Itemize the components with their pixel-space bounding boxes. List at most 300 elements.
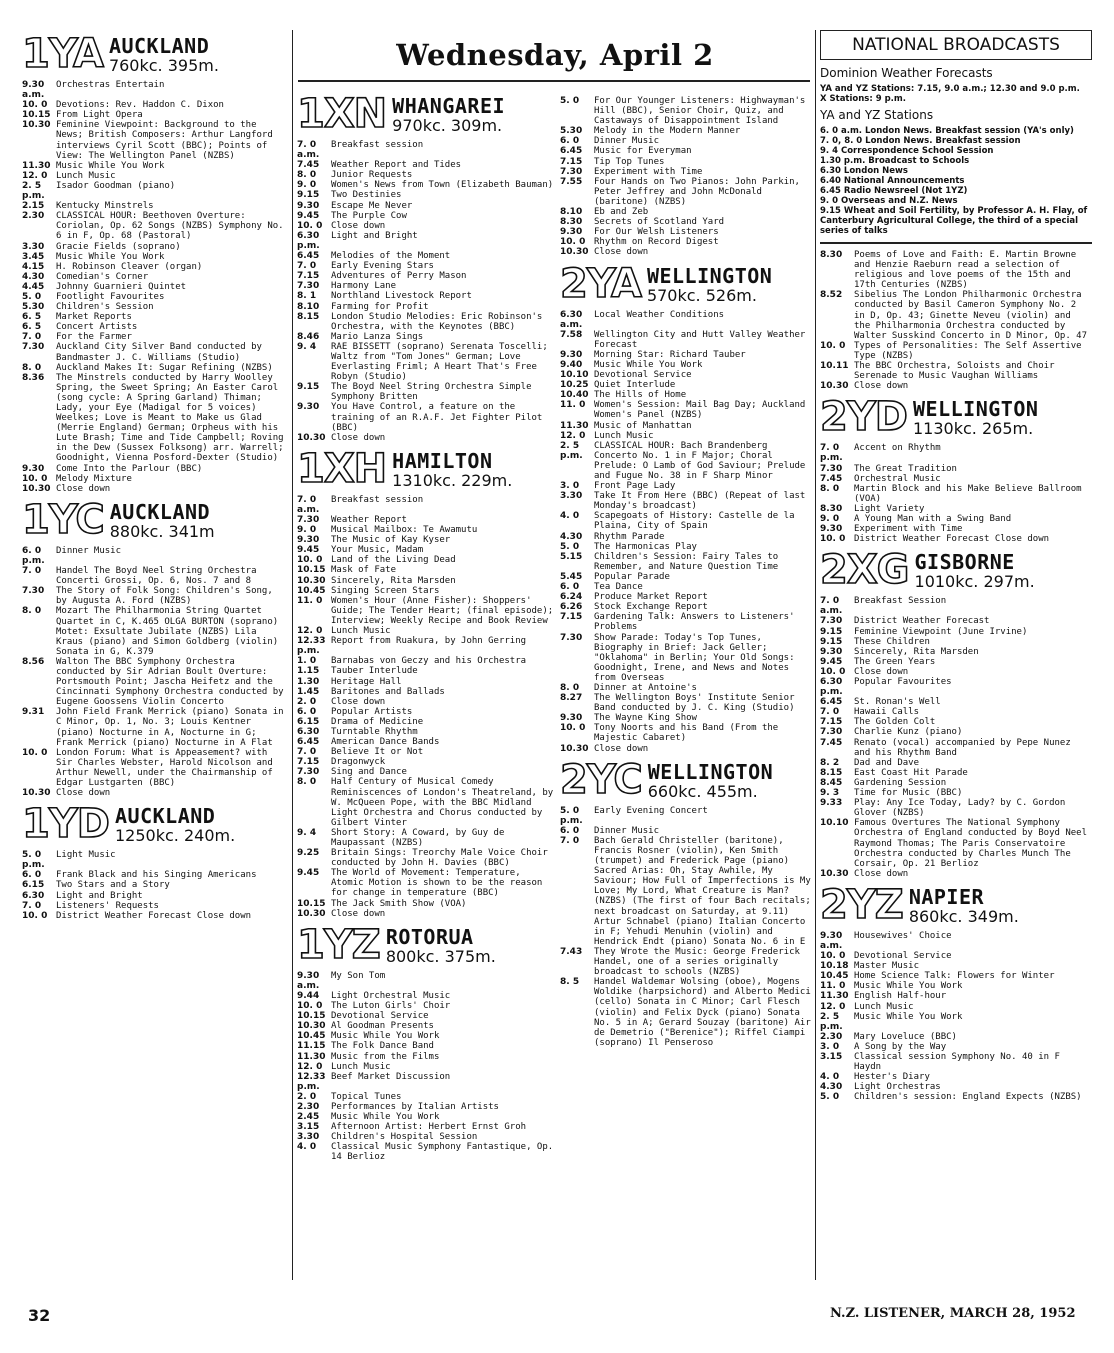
program-item <box>297 868 555 898</box>
program-title: Close down <box>331 432 386 443</box>
program-time: 2.15 <box>22 201 45 212</box>
program-time: 10.25 <box>560 380 589 391</box>
program-item <box>297 596 555 626</box>
program-title: Dinner at Antoine's <box>594 682 697 693</box>
program-item <box>297 160 555 170</box>
program-item <box>22 474 288 484</box>
program-title: St. Ronan's Well <box>854 697 941 708</box>
program-title: Home Science Talk: Flowers for Winter <box>854 971 1055 982</box>
program-item <box>560 247 812 257</box>
program-item <box>297 565 555 575</box>
program-time: 7.30 <box>560 166 583 177</box>
station-meta <box>109 36 219 74</box>
program-item <box>820 250 1092 290</box>
program-title: Music of Manhattan <box>594 420 692 431</box>
program-item <box>297 1072 555 1092</box>
program-item <box>22 292 288 302</box>
program-list <box>560 96 812 258</box>
program-title: District Weather Forecast Close down <box>854 534 1050 545</box>
program-item <box>820 464 1092 474</box>
program-item <box>22 100 288 110</box>
program-item <box>560 310 812 330</box>
program-item <box>820 869 1092 879</box>
station-header <box>22 31 288 77</box>
program-time: 7.30 <box>297 515 320 525</box>
program-item <box>297 717 555 727</box>
station-city: GISBORNE <box>914 550 1015 575</box>
program-title: London Forum: What is Appeasement? with Sir Charles Webster, Harold Nicolson and Arthur Newell, under the Chairmanship of Edgar Lustgarten (BBC) <box>56 747 273 788</box>
program-title: Singing Screen Stars <box>331 585 440 596</box>
program-time: 11. 0 <box>560 400 586 411</box>
program-time: 7.30 <box>297 281 320 292</box>
program-time: 8.10 <box>297 301 320 312</box>
program-time: 9.30 <box>560 349 583 360</box>
station-logo: 1YZ <box>297 921 380 968</box>
program-title: Front Page Lady <box>594 481 676 492</box>
program-item <box>820 657 1092 667</box>
program-time: 10.15 <box>22 110 51 121</box>
program-item <box>560 431 812 441</box>
program-item <box>297 261 555 271</box>
station-frequency: 880kc. 341m <box>109 521 215 541</box>
program-item <box>560 157 812 167</box>
station-2yz <box>820 881 1092 1103</box>
program-time: 5. 0 p.m. <box>22 850 45 871</box>
program-item <box>22 464 288 474</box>
program-title: Northland Livestock Report <box>331 291 472 302</box>
program-item <box>22 181 288 201</box>
program-time: 8. 0 <box>820 483 840 494</box>
program-title: Adventures of Perry Mason <box>331 271 467 282</box>
program-item <box>820 341 1092 361</box>
program-item <box>22 911 288 921</box>
program-time: 9.45 <box>297 545 320 556</box>
forecast-heading: Dominion Weather Forecasts <box>820 66 993 80</box>
program-title: You Have Control, a feature on the training of an R.A.F. Jet Fighter Pilot (BBC) <box>331 402 543 433</box>
station-meta <box>908 884 1019 926</box>
program-time: 9.33 <box>820 798 843 809</box>
national-line: 9. 4 Correspondence School Session <box>820 146 994 156</box>
program-time: 9.44 <box>297 990 320 1001</box>
program-time: 11.30 <box>297 1051 326 1062</box>
program-item <box>560 612 812 632</box>
station-2yc <box>560 756 812 1048</box>
program-item <box>820 504 1092 514</box>
program-item <box>560 491 812 511</box>
program-title: Children's Hospital Session <box>331 1132 478 1143</box>
station-1yz <box>297 921 555 1163</box>
program-title: Early Evening Concert <box>594 805 708 816</box>
program-item <box>560 237 812 247</box>
program-item <box>820 738 1092 758</box>
national-title: NATIONAL BROADCASTS <box>820 30 1092 60</box>
program-item <box>560 977 812 1048</box>
program-title: Light Music <box>56 850 116 861</box>
program-item <box>297 666 555 676</box>
program-item <box>820 727 1092 737</box>
column-3 <box>560 96 812 1048</box>
program-title: Breakfast Session <box>854 596 947 607</box>
program-time: 5. 0 p.m. <box>560 805 583 826</box>
program-list <box>297 971 555 1163</box>
program-item <box>560 441 812 481</box>
program-title: The Music of Kay Kyser <box>331 535 451 546</box>
program-time: 12. 0 <box>297 626 323 637</box>
program-time: 10.30 <box>297 1021 326 1032</box>
program-title: District Weather Forecast Close down <box>56 910 252 921</box>
program-title: Quiet Interlude <box>594 380 676 391</box>
program-item <box>560 532 812 542</box>
program-time: 9. 4 <box>297 341 317 352</box>
program-item <box>560 400 812 420</box>
program-time: 1.30 <box>297 676 320 687</box>
program-title: Turntable Rhythm <box>331 726 418 737</box>
program-time: 4. 0 <box>560 511 580 522</box>
program-item <box>560 380 812 390</box>
program-time: 5. 0 <box>22 291 42 302</box>
program-time: 8.15 <box>297 311 320 322</box>
program-item <box>22 120 288 160</box>
program-title: Morning Star: Richard Tauber <box>594 349 746 360</box>
program-item <box>820 758 1092 768</box>
program-item <box>560 713 812 723</box>
program-item <box>560 370 812 380</box>
program-title: The Purple Cow <box>331 210 407 221</box>
program-item <box>560 421 812 431</box>
program-item <box>297 211 555 221</box>
program-item <box>297 707 555 717</box>
program-time: 9. 4 <box>297 827 317 838</box>
program-time: 5.45 <box>560 571 583 582</box>
program-title: The Harmonicas Play <box>594 541 697 552</box>
station-frequency: 1130kc. 265m. <box>913 419 1034 439</box>
program-title: Escape Me Never <box>331 200 413 211</box>
program-time: 9.45 <box>820 656 843 667</box>
program-time: 6.30 a.m. <box>560 309 583 330</box>
program-title: Music for Everyman <box>594 146 692 157</box>
program-time: 5.30 <box>560 126 583 137</box>
program-item <box>297 1011 555 1021</box>
program-title: These Children <box>854 636 930 647</box>
program-time: 11. 0 <box>297 595 323 606</box>
program-item <box>560 511 812 531</box>
program-title: Auckland City Silver Band conducted by Bandmaster J. C. Williams (Studio) <box>56 342 262 363</box>
program-time: 4.30 <box>560 531 583 542</box>
program-item <box>820 1012 1092 1032</box>
program-time: 10. 0 <box>297 1001 323 1012</box>
program-item <box>820 1082 1092 1092</box>
program-time: 2. 5 p.m. <box>820 1011 843 1032</box>
program-list <box>820 931 1092 1103</box>
station-2yd <box>820 394 1092 545</box>
program-time: 9.30 a.m. <box>820 930 843 951</box>
program-time: 10. 0 <box>820 340 846 351</box>
program-time: 9.30 <box>22 463 45 474</box>
program-item <box>297 382 555 402</box>
program-item <box>297 828 555 848</box>
program-item <box>560 836 812 947</box>
program-title: Music from the Films <box>331 1051 440 1062</box>
program-title: Tony Noorts and his Band (From the Majestic Cabaret) <box>594 723 779 744</box>
program-item <box>820 596 1092 616</box>
program-item <box>820 707 1092 717</box>
program-time: 7.58 <box>560 329 583 340</box>
column-2 <box>297 88 555 1163</box>
program-item <box>297 302 555 312</box>
program-title: Kentucky Minstrels <box>56 201 154 212</box>
program-title: Dinner Music <box>56 545 122 556</box>
program-item <box>560 136 812 146</box>
program-title: Isador Goodman (piano) <box>56 180 176 191</box>
program-title: Devotional Service <box>331 1011 429 1022</box>
program-title: H. Robinson Cleaver (organ) <box>56 261 203 272</box>
station-meta <box>915 552 1035 590</box>
station-2xg <box>820 547 1092 879</box>
program-time: 10.30 <box>560 247 589 258</box>
program-time: 9.30 <box>560 713 583 724</box>
publication-footer: N.Z. LISTENER, MARCH 28, 1952 <box>830 1306 1076 1321</box>
station-1yz-continued <box>560 96 812 258</box>
program-time: 10. 0 <box>22 910 48 921</box>
station-city: NAPIER <box>908 884 985 909</box>
program-item <box>22 484 288 494</box>
program-time: 10.10 <box>560 370 589 381</box>
program-time: 4.15 <box>22 261 45 272</box>
program-time: 10. 0 <box>820 951 846 962</box>
program-time: 8.45 <box>820 777 843 788</box>
station-header <box>820 394 1092 441</box>
program-item <box>297 767 555 777</box>
station-logo: 1XH <box>297 445 387 492</box>
program-title: Sincerely, Rita Marsden <box>331 575 456 586</box>
program-title: Short Story: A Coward, by Guy de Maupassant (NZBS) <box>331 827 505 848</box>
program-time: 7.45 <box>820 737 843 748</box>
program-title: They Wrote the Music: George Frederick Handel, one of a series originally broadcast to schools (NZBS) <box>594 946 800 978</box>
program-title: Performances by Italian Artists <box>331 1101 499 1112</box>
program-time: 6. 0 <box>560 136 580 147</box>
program-item <box>297 697 555 707</box>
station-1yc <box>22 496 288 799</box>
program-time: 7.15 <box>560 156 583 167</box>
program-title: Housewives' Choice <box>854 930 952 941</box>
program-time: 9.30 <box>297 402 320 413</box>
station-city: WELLINGTON <box>647 759 774 784</box>
program-time: 8. 0 <box>297 170 317 181</box>
program-time: 12. 0 <box>560 430 586 441</box>
program-time: 1.15 <box>297 666 320 677</box>
program-item <box>22 252 288 262</box>
station-header <box>22 496 288 543</box>
program-time: 8. 0 <box>560 682 580 693</box>
program-title: Heritage Hall <box>331 676 402 687</box>
program-item <box>297 140 555 160</box>
program-item <box>297 555 555 565</box>
program-time: 10. 0 <box>560 723 586 734</box>
program-item <box>297 747 555 757</box>
program-time: 9.30 <box>560 227 583 238</box>
program-time: 8. 0 <box>297 777 317 788</box>
program-item <box>22 566 288 586</box>
program-time: 7. 0 p.m. <box>820 443 843 464</box>
program-item <box>297 576 555 586</box>
station-logo: 2YC <box>560 756 642 803</box>
program-time: 8.15 <box>820 767 843 778</box>
program-title: Orchestral Music <box>854 473 941 484</box>
program-item <box>820 616 1092 626</box>
station-city: HAMILTON <box>392 448 493 473</box>
program-title: Produce Market Report <box>594 592 708 603</box>
program-item <box>560 826 812 836</box>
program-title: CLASSICAL HOUR: Bach Brandenberg Concerto No. 1 in F Major; Choral Prelude: O Lamb of God Saviour; Prelude and Fugue No. 38 in F Sharp Minor <box>594 440 806 481</box>
program-title: Lunch Music <box>331 626 391 637</box>
program-list <box>22 80 288 494</box>
program-title: Barnabas von Geczy and his Orchestra <box>331 656 527 667</box>
program-title: Britain Sings: Treorchy Male Voice Choir conducted by John H. Davies (BBC) <box>331 848 548 869</box>
program-title: For the Farmer <box>56 332 132 343</box>
program-title: Report from Ruakura, by John Gerring <box>331 636 527 647</box>
program-title: The Luton Girls' Choir <box>331 1001 451 1012</box>
program-time: 3.45 <box>22 251 45 262</box>
program-title: Light Variety <box>854 503 925 514</box>
station-meta <box>392 96 505 134</box>
program-title: Farming for Profit <box>331 301 429 312</box>
program-time: 8.52 <box>820 290 843 301</box>
program-time: 8.46 <box>297 331 320 342</box>
program-time: 4.45 <box>22 281 45 292</box>
page-title: Wednesday, April 2 <box>396 38 714 72</box>
program-title: Lunch Music <box>56 170 116 181</box>
program-title: Melody Mixture <box>56 473 132 484</box>
program-time: 10.30 <box>820 381 849 392</box>
program-title: Two Stars and a Story <box>56 880 170 891</box>
national-broadcasts <box>820 30 1092 236</box>
program-title: Footlight Favourites <box>56 291 165 302</box>
program-item <box>820 778 1092 788</box>
program-time: 6.15 <box>297 716 320 727</box>
program-time: 7.30 <box>820 616 843 627</box>
program-time: 10. 0 <box>297 220 323 231</box>
program-item <box>820 768 1092 778</box>
program-time: 7.15 <box>297 757 320 768</box>
station-header <box>297 445 555 492</box>
program-item <box>297 231 555 251</box>
program-time: 11.30 <box>820 991 849 1002</box>
program-item <box>820 1052 1092 1072</box>
program-title: Sibelius The London Philharmonic Orchestra conducted by Basil Cameron Symphony No. 2 in D, Op. 43; Ginette Neveu (violin) and the Philharmonia Orchestra conducted by Walter Susskind Concerto in D Minor, Op. 47 <box>854 290 1087 341</box>
program-item <box>820 798 1092 818</box>
program-title: Mask of Fate <box>331 565 397 576</box>
program-title: The Wellington Boys' Institute Senior Band conducted by J. C. King (Studio) <box>594 693 795 714</box>
program-time: 10.45 <box>297 585 326 596</box>
station-meta <box>385 924 496 966</box>
program-time: 9.25 <box>297 848 320 859</box>
program-title: Concert Artists <box>56 322 138 333</box>
program-title: Music While You Work <box>56 160 165 171</box>
program-item <box>297 433 555 443</box>
program-time: 6.30 p.m. <box>820 677 843 698</box>
program-time: 5.30 <box>22 302 45 313</box>
program-title: Dinner Music <box>594 136 660 147</box>
program-time: 6. 0 <box>22 870 42 881</box>
program-title: Bach Gerald Christeller (baritone), Francis Rosner (violin), Ken Smith (trumpet) and Frederick Page (piano) Sacred Arias: Oh, Stay Awhile, My Saviour; How Full of Imperfections is My Love; My Lord, What Creature is Man? (NZBS) (The first of four Bach recitals; next broadcast on Saturday, at 9.11) Artur Schnabel (piano) Italian Concerto in F; Yehudi Menuhin (violin) and Hendrick Endt (piano) Sonata No. 6 in E <box>594 835 811 947</box>
program-title: My Son Tom <box>331 970 386 981</box>
program-title: Weather Report and Tides <box>331 160 462 171</box>
program-title: Gardening Talk: Answers to Listeners' Problems <box>594 612 795 633</box>
program-item <box>297 312 555 332</box>
program-title: Music While You Work <box>854 981 963 992</box>
program-title: Johnny Guarnieri Quintet <box>56 281 187 292</box>
program-title: The Jack Smith Show (VOA) <box>331 898 467 909</box>
program-title: The Minstrels conducted by Harry Woolley Spring, the Sweet Spring; An Easter Carol (song cycle: A Spring Garland) Thiman; Lady, your Eye (Madigal for 5 voices) Weelkes; Love is Meant to Make us Glad (Merrie England) German; Orpheus with his Lute Brash; Time and Tide Campbell; Roving in the Dew (Sussex Folksong) arr. Warrell; Goodnight, Vienna Posford-Dexter (Studio) <box>56 372 284 464</box>
program-item <box>820 381 1092 391</box>
program-title: Hester's Diary <box>854 1072 930 1083</box>
program-time: 2. 5 p.m. <box>22 180 45 202</box>
program-time: 10.30 <box>820 868 849 879</box>
program-time: 6.30 <box>297 726 320 737</box>
program-title: The Great Tradition <box>854 463 957 474</box>
program-item <box>560 683 812 693</box>
program-title: Walton The BBC Symphony Orchestra conducted by Sir Adrian Boult Overture: Portsmouth Point; Jascha Heifetz and the Cincinnati Symphony Orchestra conducted by Eugene Goossens Violin Concerto <box>56 656 284 708</box>
program-item <box>297 180 555 190</box>
national-line: 9. 0 Overseas and N.Z. News <box>820 196 958 206</box>
program-title: A Young Man with a Swing Band <box>854 513 1012 524</box>
program-time: 10.10 <box>820 818 849 829</box>
program-item <box>297 991 555 1001</box>
program-time: 8.30 <box>820 503 843 514</box>
program-title: Music While You Work <box>594 359 703 370</box>
program-time: 8.36 <box>22 372 45 383</box>
program-time: 3.15 <box>820 1052 843 1062</box>
program-item <box>297 636 555 656</box>
program-item <box>820 290 1092 340</box>
station-2yc-continued <box>820 250 1092 391</box>
program-time: 3.30 <box>560 491 583 502</box>
program-time: 4.30 <box>820 1082 843 1093</box>
program-item <box>820 981 1092 991</box>
program-title: Popular Favourites <box>854 677 952 687</box>
program-time: 11.15 <box>297 1041 326 1052</box>
program-title: Women's Session: Mail Bag Day; Auckland Women's Panel (NZBS) <box>594 400 806 421</box>
program-title: From Light Opera <box>56 110 143 121</box>
program-title: Classical Music Symphony Fantastique, Op. 14 Berlioz <box>331 1142 554 1163</box>
program-time: 8.30 <box>820 250 843 260</box>
program-time: 3.30 <box>297 1132 320 1143</box>
program-title: English Half-hour <box>854 991 947 1002</box>
program-item <box>820 818 1092 868</box>
program-title: Four Hands on Two Pianos: John Parkin, Peter Jeffrey and John McDonald (baritone) (NZBS) <box>594 176 800 207</box>
program-item <box>560 552 812 572</box>
program-title: Close down <box>331 908 386 919</box>
program-title: Listeners' Requests <box>56 900 159 911</box>
program-title: The Hills of Home <box>594 390 687 401</box>
program-title: Take It From Here (BBC) (Repeat of last Monday's broadcast) <box>594 491 806 512</box>
program-item <box>820 484 1092 504</box>
program-item <box>297 727 555 737</box>
program-title: Comedian's Corner <box>56 271 149 282</box>
program-title: Eb and Zeb <box>594 207 649 218</box>
program-time: 9.31 <box>22 707 45 718</box>
program-title: Your Music, Madam <box>331 545 424 556</box>
program-item <box>297 677 555 687</box>
program-item <box>22 657 288 707</box>
program-item <box>22 850 288 870</box>
program-time: 10.45 <box>297 1031 326 1042</box>
program-item <box>22 211 288 241</box>
program-title: Junior Requests <box>331 170 413 181</box>
program-title: RAE BISSETT (soprano) Serenata Toscelli; Waltz from "Tom Jones" German; Love Everlasting Friml; A Heart That's Free Robyn (Studio) <box>331 341 548 383</box>
program-item <box>22 788 288 798</box>
program-time: 7.55 <box>560 176 583 187</box>
